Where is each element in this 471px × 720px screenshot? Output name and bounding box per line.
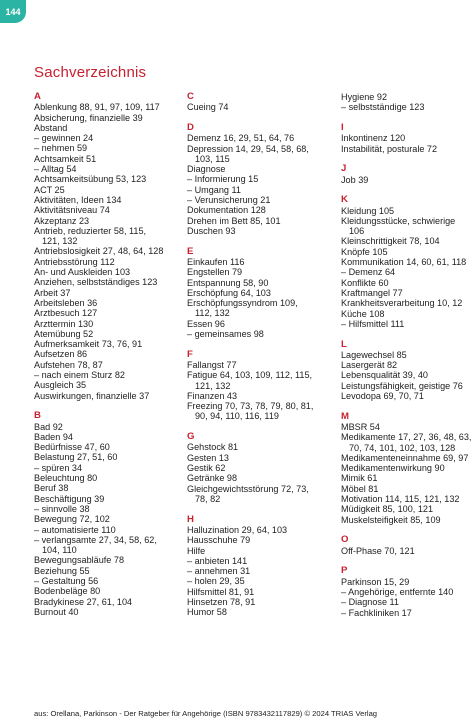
- index-entry-text: Job 39: [341, 174, 369, 185]
- index-entry-text: Leistungsfähigkeit, geistige 76: [341, 380, 463, 391]
- index-entry-text: – Angehörige, entfernte 140: [341, 586, 454, 597]
- index-entry: [341, 298, 471, 308]
- index-entry: [34, 174, 182, 184]
- index-entry: [187, 463, 335, 473]
- index-entry: [341, 360, 471, 370]
- index-entry-text: Kraftmangel 77: [341, 287, 403, 298]
- index-entry: [187, 401, 335, 422]
- index-entry-continuation: 121, 132: [195, 380, 231, 391]
- index-entry: [341, 504, 471, 514]
- index-entry-continuation: 78, 82: [195, 493, 221, 504]
- page-title: Sachverzeichnis: [34, 64, 147, 81]
- index-entry: [34, 494, 182, 504]
- index-entry-text: Freezing 70, 73, 78, 79, 80, 81,: [187, 401, 314, 412]
- index-entry-text: Depression 14, 29, 54, 58, 68,: [187, 143, 309, 154]
- index-entry-text: Bad 92: [34, 421, 63, 432]
- index-entry: [34, 586, 182, 596]
- index-letter-heading: [187, 350, 335, 360]
- page-number-badge: [0, 0, 26, 23]
- index-entry-text: Beschäftigung 39: [34, 493, 105, 504]
- index-entry-text: Abstand: [34, 122, 68, 133]
- index-entry-continuation: 103, 115: [195, 153, 230, 164]
- index-entry-text: Demenz 16, 29, 51, 64, 76: [187, 133, 295, 144]
- index-entry: [341, 432, 471, 453]
- index-entry: [34, 113, 182, 123]
- index-letter-heading: [187, 432, 335, 442]
- index-subentry: [34, 576, 182, 586]
- index-subentry: [341, 102, 471, 112]
- index-subentry: [187, 556, 335, 566]
- index-entry-text: – nehmen 59: [34, 143, 88, 154]
- index-entry-text: Drehen im Bett 85, 101: [187, 215, 281, 226]
- page-number: 144: [5, 6, 21, 17]
- index-entry: [187, 546, 335, 556]
- index-entry: [34, 442, 182, 452]
- index-letter-heading: [341, 535, 471, 545]
- index-entry: [341, 144, 471, 154]
- index-entry: [341, 494, 471, 504]
- index-entry-text: Küche 108: [341, 308, 385, 319]
- index-entry-text: Beleuchtung 80: [34, 473, 98, 484]
- index-entry: [187, 442, 335, 452]
- index-entry-text: Konflikte 60: [341, 277, 389, 288]
- index-entry-continuation: 112, 132: [195, 308, 230, 319]
- index-entry-text: Medikamentenwirkung 90: [341, 463, 445, 474]
- index-entry-text: Antriebslosigkeit 27, 48, 64, 128: [34, 246, 164, 257]
- index-entry-text: Krankheitsverarbeitung 10, 12: [341, 298, 463, 309]
- index-subentry: [341, 319, 471, 329]
- index-subentry: [187, 576, 335, 586]
- index-entry: [187, 298, 335, 319]
- index-column-1: [34, 92, 182, 617]
- index-subentry: [34, 463, 182, 473]
- index-entry-text: Aufmerksamkeit 73, 76, 91: [34, 339, 143, 350]
- index-entry: [34, 123, 182, 133]
- index-entry-text: – Verunsicherung 21: [187, 195, 271, 206]
- index-entry: [34, 339, 182, 349]
- index-entry: [341, 546, 471, 556]
- index-entry-text: Medikamente 17, 27, 36, 48, 63,: [341, 432, 471, 443]
- index-entry: [187, 453, 335, 463]
- index-entry-text: Instabilität, posturale 72: [341, 143, 438, 154]
- index-entry-text: Bodenbeläge 80: [34, 586, 101, 597]
- index-entry: [187, 144, 335, 165]
- index-entry: [341, 278, 471, 288]
- index-entry-text: L: [341, 338, 347, 350]
- index-subentry: [187, 185, 335, 195]
- index-entry-text: – verlangsamte 27, 34, 58, 62,: [34, 534, 157, 545]
- index-entry-text: Kleinschrittigkeit 78, 104: [341, 236, 440, 247]
- index-entry-text: Gestik 62: [187, 463, 226, 474]
- index-entry-text: Erschöpfung 64, 103: [187, 287, 271, 298]
- index-subentry: [34, 504, 182, 514]
- index-entry-text: – spüren 34: [34, 462, 83, 473]
- index-entry: [187, 102, 335, 112]
- index-entry: [341, 206, 471, 216]
- index-entry: [34, 555, 182, 565]
- index-entry-text: Akzeptanz 23: [34, 215, 90, 226]
- index-entry-text: Humor 58: [187, 607, 227, 618]
- index-subentry: [34, 164, 182, 174]
- index-entry-text: O: [341, 534, 349, 546]
- index-entry: [341, 381, 471, 391]
- index-entry-text: – Gestaltung 56: [34, 576, 99, 587]
- index-entry-text: Gehstock 81: [187, 442, 239, 453]
- index-entry: [187, 535, 335, 545]
- index-entry: [187, 473, 335, 483]
- index-entry: [187, 267, 335, 277]
- index-entry: [341, 175, 471, 185]
- index-entry-text: – selbstständige 123: [341, 102, 425, 113]
- index-entry-text: Halluzination 29, 64, 103: [187, 524, 288, 535]
- index-entry-text: K: [341, 194, 348, 206]
- index-entry: [187, 257, 335, 267]
- index-entry: [34, 308, 182, 318]
- index-entry-text: D: [187, 121, 194, 133]
- index-letter-heading: [34, 92, 182, 102]
- index-letter-heading: [341, 195, 471, 205]
- index-entry: [34, 483, 182, 493]
- index-entry: [187, 484, 335, 505]
- index-entry: [34, 514, 182, 524]
- index-entry: [341, 350, 471, 360]
- index-letter-heading: [187, 92, 335, 102]
- index-entry-text: Gesten 13: [187, 452, 229, 463]
- index-letter-heading: [341, 123, 471, 133]
- index-entry-text: Hilfsmittel 81, 91: [187, 586, 255, 597]
- index-entry: [187, 216, 335, 226]
- index-entry-continuation: 104, 110: [42, 545, 77, 556]
- index-entry-text: – Hilfsmittel 111: [341, 318, 405, 329]
- index-entry-text: Entspannung 58, 90: [187, 277, 269, 288]
- index-entry-text: Cueing 74: [187, 102, 229, 113]
- index-entry-text: – holen 29, 35: [187, 576, 245, 587]
- index-entry-text: Anziehen, selbstständiges 123: [34, 277, 158, 288]
- index-entry-continuation: 90, 94, 110, 116, 119: [195, 411, 279, 422]
- index-subentry: [187, 174, 335, 184]
- index-entry-text: Arzttermin 130: [34, 318, 94, 329]
- index-entry-text: Arbeitsleben 36: [34, 297, 98, 308]
- index-entry: [187, 205, 335, 215]
- index-entry-text: Aufsetzen 86: [34, 349, 88, 360]
- index-subentry: [34, 370, 182, 380]
- index-entry-text: Duschen 93: [187, 225, 236, 236]
- index-entry: [187, 278, 335, 288]
- index-entry-text: Hinsetzen 78, 91: [187, 597, 256, 608]
- index-entry: [34, 319, 182, 329]
- index-entry: [187, 360, 335, 370]
- index-entry-text: Medikamenteneinnahme 69, 97: [341, 452, 469, 463]
- index-entry: [34, 226, 182, 247]
- index-entry-text: An- und Auskleiden 103: [34, 267, 131, 278]
- index-entry-text: – Informierung 15: [187, 174, 259, 185]
- index-subentry: [34, 133, 182, 143]
- index-letter-heading: [187, 515, 335, 525]
- index-entry: [187, 288, 335, 298]
- index-entry: [341, 484, 471, 494]
- index-entry-text: Kleidungsstücke, schwierige: [341, 215, 456, 226]
- index-letter-heading: [187, 123, 335, 133]
- index-entry-text: E: [187, 245, 194, 257]
- index-entry-text: Ablenkung 88, 91, 97, 109, 117: [34, 102, 160, 113]
- index-letter-heading: [341, 340, 471, 350]
- index-entry-text: – nach einem Sturz 82: [34, 370, 125, 381]
- index-entry-text: Achtsamkeit 51: [34, 153, 97, 164]
- index-entry-text: Lasergerät 82: [341, 360, 398, 371]
- index-entry-text: F: [187, 348, 193, 360]
- index-entry: [34, 205, 182, 215]
- index-entry-text: Essen 96: [187, 318, 225, 329]
- index-letter-heading: [341, 566, 471, 576]
- index-entry-text: Beruf 38: [34, 483, 69, 494]
- index-entry-text: – Fachkliniken 17: [341, 607, 412, 618]
- index-entry: [341, 92, 471, 102]
- index-entry-text: Hausschuhe 79: [187, 535, 251, 546]
- index-entry-text: B: [34, 410, 41, 422]
- index-subentry: [341, 597, 471, 607]
- index-entry: [34, 349, 182, 359]
- index-entry-text: H: [187, 513, 194, 525]
- index-entry: [341, 422, 471, 432]
- index-subentry: [187, 329, 335, 339]
- index-entry-text: A: [34, 91, 41, 102]
- index-entry-text: Aktivitäten, Ideen 134: [34, 194, 122, 205]
- index-entry-text: Knöpfe 105: [341, 246, 388, 257]
- index-entry: [187, 391, 335, 401]
- source-footer: aus: Orellana, Parkinson - Der Ratgeber für Angehörige (ISBN 9783432117829) © 2024 TRIAS Verlag: [34, 709, 378, 718]
- index-entry: [34, 391, 182, 401]
- index-entry: [34, 597, 182, 607]
- index-entry-text: Finanzen 43: [187, 390, 238, 401]
- index-entry: [34, 360, 182, 370]
- index-entry-text: Off-Phase 70, 121: [341, 545, 415, 556]
- index-entry: [341, 577, 471, 587]
- index-entry-text: – Umgang 11: [187, 184, 241, 195]
- index-subentry: [34, 535, 182, 556]
- index-entry: [187, 607, 335, 617]
- index-entry: [187, 226, 335, 236]
- index-entry: [34, 288, 182, 298]
- index-letter-heading: [187, 247, 335, 257]
- index-entry: [187, 370, 335, 391]
- index-subentry: [341, 587, 471, 597]
- index-entry-text: P: [341, 565, 348, 577]
- index-entry-text: Absicherung, finanzielle 39: [34, 112, 143, 123]
- index-letter-heading: [34, 411, 182, 421]
- index-entry-text: C: [187, 91, 194, 102]
- index-entry-text: G: [187, 431, 195, 443]
- index-entry-text: Arbeit 37: [34, 287, 71, 298]
- index-entry: [34, 566, 182, 576]
- index-entry: [187, 164, 335, 174]
- index-entry-text: Kommunikation 14, 60, 61, 118: [341, 257, 467, 268]
- index-entry-text: Fallangst 77: [187, 360, 237, 370]
- index-entry-text: Levodopa 69, 70, 71: [341, 390, 424, 401]
- index-entry-text: – annehmen 31: [187, 566, 251, 577]
- index-entry-text: Antrieb, reduzierter 58, 115,: [34, 225, 147, 236]
- index-entry-text: Muskelsteifigkeit 85, 109: [341, 514, 441, 525]
- index-entry-text: Motivation 114, 115, 121, 132: [341, 494, 460, 505]
- index-entry-text: J: [341, 163, 347, 175]
- index-entry-text: – Diagnose 11: [341, 597, 399, 608]
- index-entry-text: Getränke 98: [187, 473, 238, 484]
- index-entry-text: Erschöpfungssyndrom 109,: [187, 298, 298, 309]
- index-entry-text: Ausgleich 35: [34, 380, 87, 391]
- index-entry-text: Lebensqualität 39, 40: [341, 370, 428, 381]
- index-entry: [341, 216, 471, 237]
- index-entry-text: Müdigkeit 85, 100, 121: [341, 504, 434, 515]
- index-entry: [34, 432, 182, 442]
- index-subentry: [34, 525, 182, 535]
- index-entry: [34, 329, 182, 339]
- index-entry-text: Antriebsstörung 112: [34, 256, 115, 267]
- index-entry-text: Beziehung 55: [34, 565, 90, 576]
- index-entry-text: Diagnose: [187, 164, 226, 175]
- index-entry: [187, 319, 335, 329]
- index-subentry: [341, 267, 471, 277]
- index-entry: [34, 102, 182, 112]
- index-entry-text: Aufstehen 78, 87: [34, 359, 103, 370]
- index-entry: [187, 133, 335, 143]
- index-entry: [341, 309, 471, 319]
- index-entry-text: – automatisierte 110: [34, 524, 116, 535]
- index-entry-text: Inkontinenz 120: [341, 133, 406, 144]
- index-entry: [34, 473, 182, 483]
- index-entry-continuation: 106: [349, 226, 365, 237]
- index-entry-text: Möbel 81: [341, 483, 379, 494]
- index-entry-continuation: 121, 132: [42, 236, 78, 247]
- index-letter-heading: [341, 412, 471, 422]
- index-entry: [34, 246, 182, 256]
- index-entry: [34, 154, 182, 164]
- index-entry-text: – gewinnen 24: [34, 133, 94, 144]
- index-entry-text: ACT 25: [34, 184, 65, 195]
- index-entry: [34, 277, 182, 287]
- index-entry: [341, 236, 471, 246]
- index-subentry: [341, 608, 471, 618]
- index-entry-text: Einkaufen 116: [187, 256, 245, 267]
- index-entry-continuation: 70, 74, 101, 102, 103, 128: [349, 442, 456, 453]
- index-entry: [187, 587, 335, 597]
- index-entry-text: Bradykinese 27, 61, 104: [34, 596, 133, 607]
- index-entry-text: Burnout 40: [34, 606, 79, 617]
- index-entry: [34, 380, 182, 390]
- index-entry: [341, 257, 471, 267]
- index-entry: [34, 267, 182, 277]
- index-entry-text: Bewegungsabläufe 78: [34, 555, 125, 566]
- index-entry-text: Hygiene 92: [341, 92, 388, 102]
- index-entry-text: Dokumentation 128: [187, 205, 266, 216]
- index-entry: [34, 216, 182, 226]
- index-subentry: [187, 566, 335, 576]
- index-entry: [34, 452, 182, 462]
- index-entry: [34, 298, 182, 308]
- index-entry-text: – gemeinsames 98: [187, 329, 264, 340]
- index-subentry: [34, 143, 182, 153]
- index-entry-text: MBSR 54: [341, 421, 380, 432]
- index-entry: [341, 133, 471, 143]
- index-entry-text: I: [341, 121, 344, 133]
- index-entry: [341, 463, 471, 473]
- index-entry-text: Aktivitätsniveau 74: [34, 205, 110, 216]
- index-entry-text: Arztbesuch 127: [34, 308, 98, 319]
- index-entry-text: Engstellen 79: [187, 267, 243, 278]
- index-entry-text: – Demenz 64: [341, 267, 396, 278]
- index-entry-text: – anbieten 141: [187, 555, 248, 566]
- index-entry: [187, 597, 335, 607]
- index-entry-text: Parkinson 15, 29: [341, 576, 410, 587]
- index-column-2: [187, 92, 335, 618]
- index-subentry: [187, 195, 335, 205]
- index-entry: [34, 422, 182, 432]
- index-entry-text: Fatigue 64, 103, 109, 112, 115,: [187, 370, 313, 381]
- index-entry: [34, 257, 182, 267]
- index-entry: [341, 288, 471, 298]
- index-entry-text: Kleidung 105: [341, 205, 395, 216]
- index-entry-text: M: [341, 410, 349, 422]
- index-entry: [341, 453, 471, 463]
- index-entry-text: Lagewechsel 85: [341, 349, 407, 360]
- index-entry: [34, 195, 182, 205]
- index-entry: [341, 391, 471, 401]
- index-entry: [341, 473, 471, 483]
- index-entry-text: Auswirkungen, finanzielle 37: [34, 390, 150, 401]
- index-entry-text: – Alltag 54: [34, 164, 77, 175]
- index-entry: [341, 370, 471, 380]
- index-entry: [34, 185, 182, 195]
- index-entry-text: Gleichgewichtsstörung 72, 73,: [187, 483, 309, 494]
- index-entry-text: Mimik 61: [341, 473, 378, 484]
- index-entry-text: Atemübung 52: [34, 328, 94, 339]
- index-entry: [341, 515, 471, 525]
- index-letter-heading: [341, 164, 471, 174]
- index-entry-text: Achtsamkeitsübung 53, 123: [34, 174, 147, 185]
- index-entry-text: – sinnvolle 38: [34, 503, 90, 514]
- index-entry: [34, 607, 182, 617]
- index-entry: [187, 525, 335, 535]
- index-column-3: [341, 92, 471, 618]
- index-entry-text: Belastung 27, 51, 60: [34, 452, 118, 463]
- index-entry-text: Bedürfnisse 47, 60: [34, 442, 110, 453]
- index-entry-text: Bewegung 72, 102: [34, 514, 110, 525]
- index-entry: [341, 247, 471, 257]
- index-entry-text: Baden 94: [34, 431, 73, 442]
- index-entry-text: Hilfe: [187, 545, 206, 556]
